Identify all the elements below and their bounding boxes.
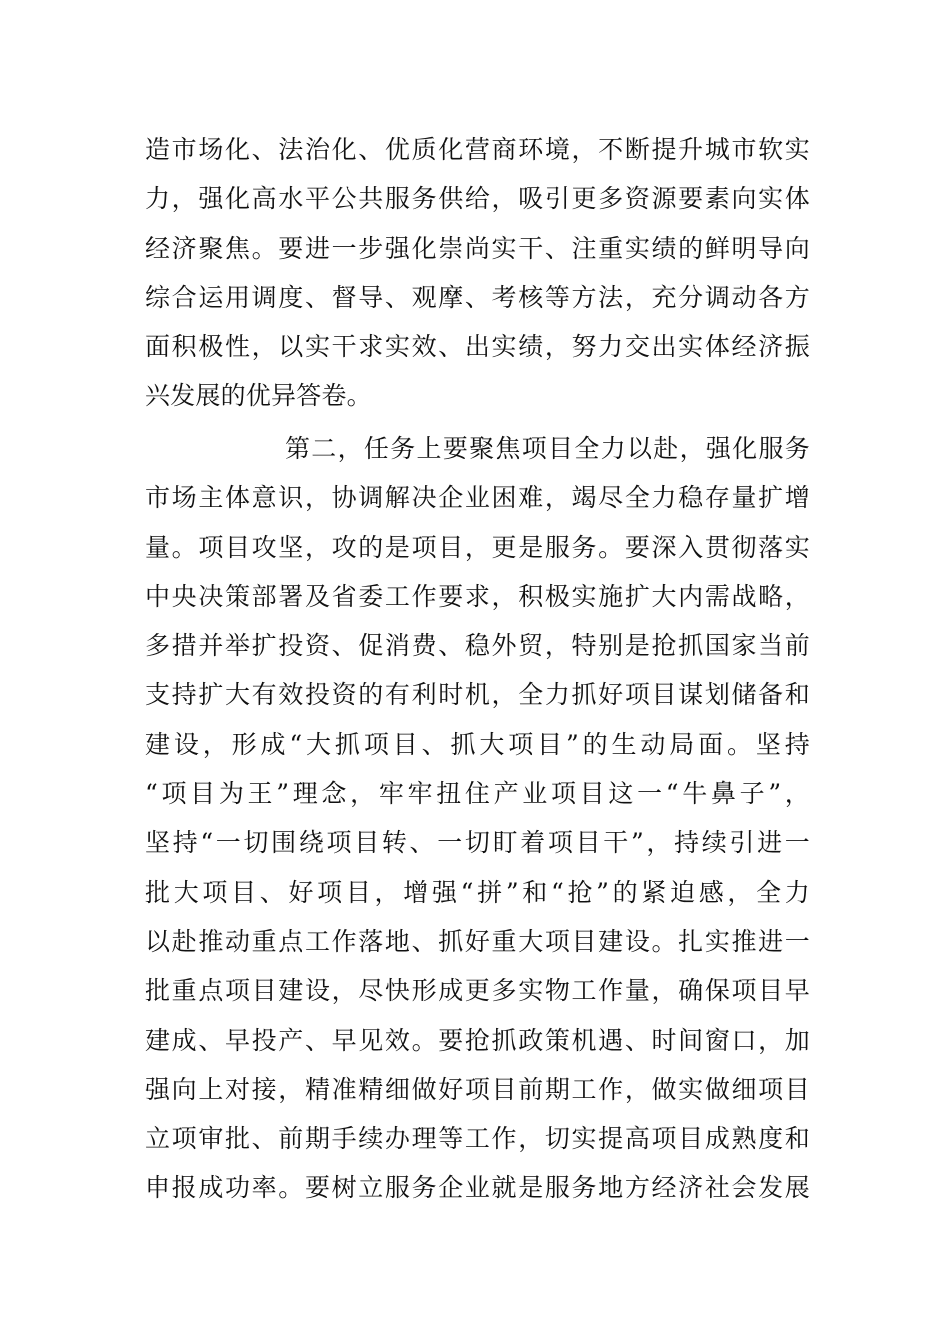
text-line: 量。项目攻坚，攻的是项目，更是服务。要深入贯彻落实 xyxy=(145,532,810,562)
text-line: 批重点项目建设，尽快形成更多实物工作量，确保项目早 xyxy=(145,976,810,1006)
text-line: 建设，形成“大抓项目、抓大项目”的生动局面。坚持 xyxy=(145,729,810,759)
paragraph-2 xyxy=(145,424,810,1213)
paragraph-1 xyxy=(145,125,810,421)
text-line: 建成、早投产、早见效。要抢抓政策机遇、时间窗口，加 xyxy=(145,1025,810,1055)
text-line: 强向上对接，精准精细做好项目前期工作，做实做细项目 xyxy=(145,1074,810,1104)
text-line: 经济聚焦。要进一步强化崇尚实干、注重实绩的鲜明导向 xyxy=(145,233,810,263)
text-line: 力，强化高水平公共服务供给，吸引更多资源要素向实体 xyxy=(145,184,810,214)
text-line: 第二，任务上要聚焦项目全力以赴，强化服务 xyxy=(285,434,810,463)
text-line: “项目为王”理念，牢牢扭住产业项目这一“牛鼻子”， xyxy=(145,779,810,809)
text-line: 兴发展的优异答卷。 xyxy=(145,381,372,411)
text-line: 造市场化、法治化、优质化营商环境，不断提升城市软实 xyxy=(145,135,810,164)
text-line: 以赴推动重点工作落地、抓好重大项目建设。扎实推进一 xyxy=(145,926,810,956)
text-line: 支持扩大有效投资的有利时机，全力抓好项目谋划储备和 xyxy=(145,680,810,710)
text-line: 综合运用调度、督导、观摩、考核等方法，充分调动各方 xyxy=(145,282,810,312)
text-line: 中央决策部署及省委工作要求，积极实施扩大内需战略， xyxy=(145,581,810,611)
text-line: 立项审批、前期手续办理等工作，切实提高项目成熟度和 xyxy=(145,1124,810,1154)
text-line: 市场主体意识，协调解决企业困难，竭尽全力稳存量扩增 xyxy=(145,483,810,513)
text-line: 批大项目、好项目，增强“拼”和“抢”的紧迫感，全力 xyxy=(145,877,810,907)
text-line: 坚持“一切围绕项目转、一切盯着项目干”，持续引进一 xyxy=(145,828,810,858)
text-line: 多措并举扩投资、促消费、稳外贸，特别是抢抓国家当前 xyxy=(145,631,810,661)
text-line: 面积极性，以实干求实效、出实绩，努力交出实体经济振 xyxy=(145,332,810,362)
text-line: 申报成功率。要树立服务企业就是服务地方经济社会发展 xyxy=(145,1173,810,1203)
